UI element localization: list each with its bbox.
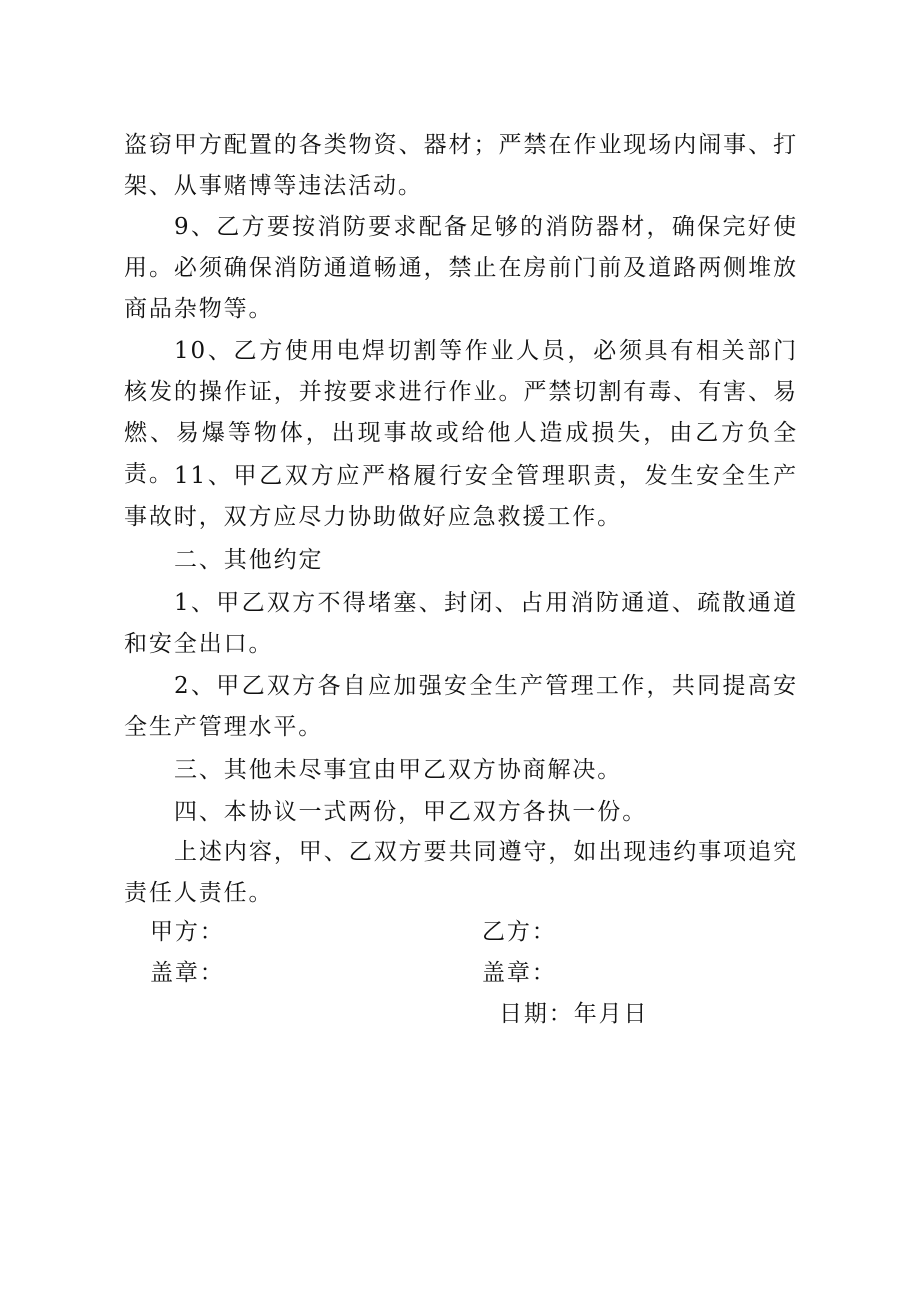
paragraph-other-2: 2、甲乙双方各自应加强安全生产管理工作，共同提高安全生产管理水平。 xyxy=(124,673,798,740)
paragraph-continuation: 盗窃甲方配置的各类物资、器材；严禁在作业现场内闹事、打架、从事赌博等违法活动。 xyxy=(124,132,798,199)
date-label: 日期：年月日 xyxy=(499,1001,649,1027)
paragraph-item-9: 9、乙方要按消防要求配备足够的消防器材，确保完好使用。必须确保消防通道畅通，禁止在房前门前及道路两侧堆放商品杂物等。 xyxy=(124,214,798,322)
section-heading-other-agreements: 二、其他约定 xyxy=(174,547,324,573)
section-three: 三、其他未尽事宜由甲乙双方协商解决。 xyxy=(174,757,623,783)
paragraph-item-11: 11、甲乙双方应严格履行安全管理职责，发生安全生产事故时，双方应尽力协助做好应急救援工作。 xyxy=(124,463,798,530)
party-a-label: 甲方： xyxy=(150,919,225,945)
party-b-label: 乙方： xyxy=(482,919,557,945)
paragraph-item-10: 10、乙方使用电焊切割等作业人员，必须具有相关部门核发的操作证，并按要求进行作业。严禁切割有毒、有害、易燃、易爆等物体，出现事故或给他人造成损失，由乙方负全责。 xyxy=(124,338,798,487)
seal-a-label: 盖章： xyxy=(150,960,225,986)
paragraph-other-1: 1、甲乙双方不得堵塞、封闭、占用消防通道、疏散通道和安全出口。 xyxy=(124,590,798,657)
seal-b-label: 盖章： xyxy=(482,960,557,986)
section-four: 四、本协议一式两份，甲乙双方各执一份。 xyxy=(174,799,648,825)
paragraph-closing: 上述内容，甲、乙双方要共同遵守，如出现违约事项追究责任人责任。 xyxy=(124,839,798,906)
